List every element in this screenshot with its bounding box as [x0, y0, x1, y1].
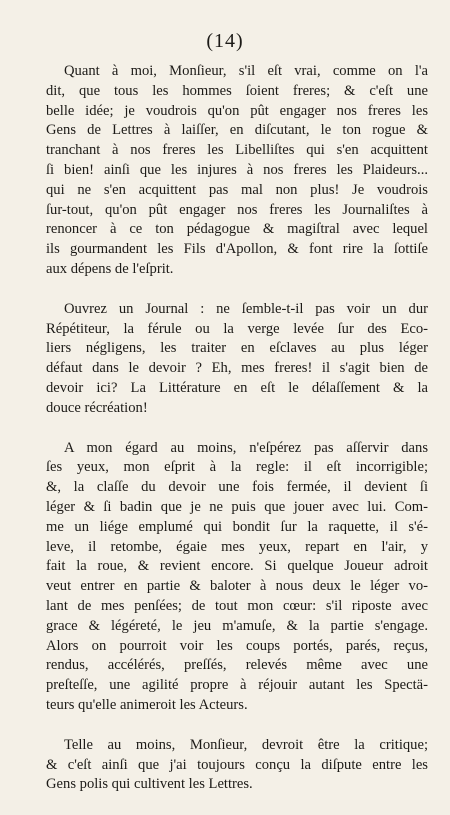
- paragraph-1: [46, 62, 428, 280]
- text-line: & c'eſt ainſi que j'ai toujours conçu la diſpute entre les: [46, 756, 428, 773]
- text-line: teurs qu'elle animeroit les Acteurs.: [46, 696, 248, 713]
- text-line: Alors on pourroit voir les coups portés, parés, reçus,: [46, 637, 428, 654]
- text-line: veut entrer en partie & baloter à nous deux le léger vo-: [46, 578, 428, 595]
- text-line: ſi bien! ainſi que les injures à nos freres les Plaideurs...: [46, 161, 428, 178]
- text-line: &, la claſſe du devoir une fois fermée, il devient ſi: [46, 479, 428, 496]
- text-line: rendus, accélérés, preſſés, relevés même avec une: [46, 657, 428, 674]
- text-line: Telle au moins, Monſieur, devroit être la critique;: [64, 736, 428, 753]
- text-line: lant de mes penſées; de tout mon cœur: s'il riposte avec: [46, 597, 428, 614]
- text-line: renoncer à ce ton pédagogue & magiſtral avec lequel: [46, 221, 428, 238]
- text-line: qui ne s'en acquittent pas mal non plus! Je voudrois: [46, 181, 428, 198]
- text-line: Répétiteur, la férule ou la verge levée ſur des Eco-: [46, 320, 428, 337]
- text-line: tranchant à nos freres les Libelliſtes qui s'en acquittent: [46, 142, 428, 159]
- text-line: Ouvrez un Journal : ne ſemble-t-il pas voir un dur: [64, 300, 428, 317]
- paragraph-4: [46, 736, 428, 795]
- text-line: preſteſſe, une agilité propre à réjouir autant les Spectä-: [46, 677, 428, 694]
- text-line: grace & légéreté, le jeu m'amuſe, & la partie s'engage.: [46, 617, 428, 634]
- text-line: devoir ici? La Littérature en eſt le délaſſement & la: [46, 379, 428, 396]
- body-text: [46, 62, 428, 815]
- text-line: ſes yeux, mon eſprit à la regle: il eſt incorrigible;: [46, 459, 428, 476]
- text-line: douce récréation!: [46, 399, 148, 416]
- text-line: belle idée; je voudrois qu'on pût engager nos freres les: [46, 102, 428, 119]
- text-line: ſur-tout, qu'on pût engager nos freres les Journaliſtes à: [46, 201, 428, 218]
- text-line: aux dépens de l'eſprit.: [46, 260, 174, 277]
- text-line: léger & ſi badin que je ne puis que jouer avec lui. Com-: [46, 498, 428, 515]
- page-number: (14): [206, 30, 244, 52]
- text-line: ils gourmandent les Fils d'Apollon, & font rire la ſottiſe: [46, 241, 428, 258]
- text-line: leve, il retombe, égaie mes yeux, repart en l'air, y: [46, 538, 428, 555]
- text-line: Gens de Lettres à laiſſer, en diſcutant, le ton rogue &: [46, 122, 428, 139]
- text-line: liers négligens, les traiter en eſclaves au plus léger: [46, 340, 428, 357]
- text-line: dit, que tous les hommes ſoient freres; & c'eſt une: [46, 82, 428, 99]
- text-line: fait la roue, & revient encore. Si quelque Joueur adroit: [46, 558, 428, 575]
- text-line: me un liége emplumé qui bondit ſur la raquette, il s'é-: [46, 518, 428, 535]
- text-line: A mon égard au moins, n'eſpérez pas aſſervir dans: [64, 439, 428, 456]
- paragraph-3: [46, 439, 428, 716]
- text-line: Quant à moi, Monſieur, s'il eſt vrai, comme on l'a: [64, 63, 428, 79]
- text-line: défaut dans le devoir ? Eh, mes freres! il s'agit bien de: [46, 360, 428, 377]
- text-line: Gens polis qui cultivent les Lettres.: [46, 776, 253, 793]
- paragraph-2: [46, 300, 428, 419]
